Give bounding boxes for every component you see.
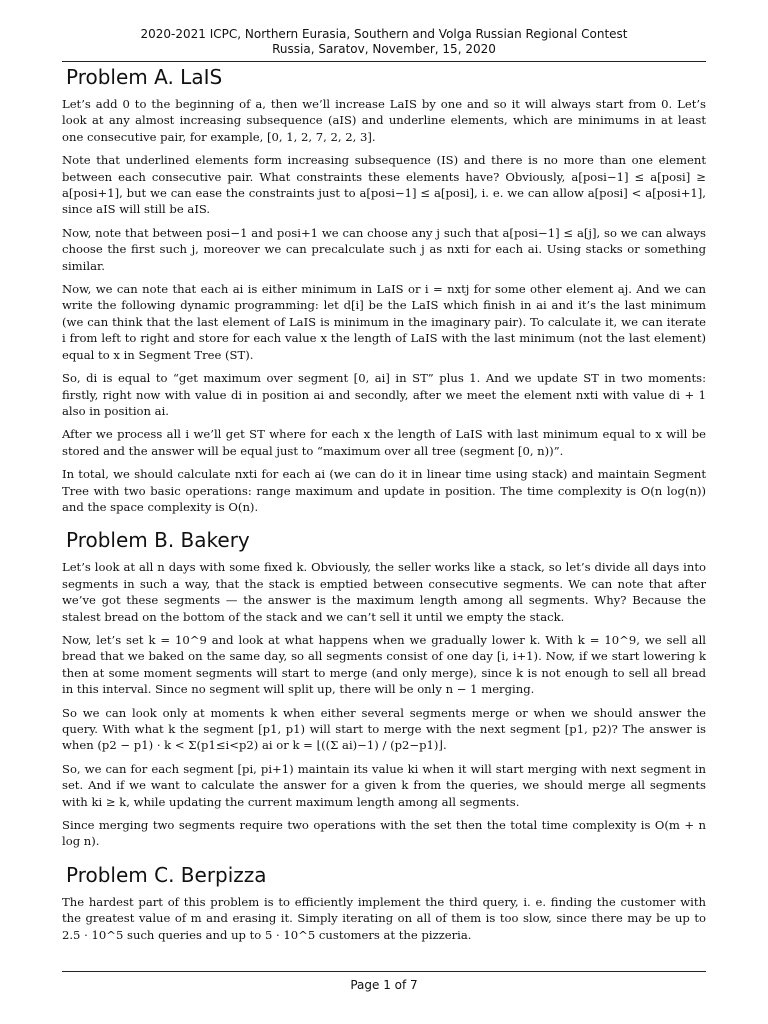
header-contest-name: 2020-2021 ICPC, Northern Eurasia, Southern and Volga Russian Regional Contest bbox=[140, 27, 628, 41]
paragraph: Now, we can note that each ai is either minimum in LaIS or i = nxtj for some other element aj. And we can write the following dynamic programming: let d[i] be the LaIS which finish in ai and it’s the last minimum (we can think that the last element of LaIS is minimum in the imaginary pair). To calculate it, we can iterate i from left to right and store for each value x the length of LaIS with the last minimum (not the last element) equal to x in Segment Tree (ST). bbox=[62, 282, 706, 362]
paragraph: Let’s add 0 to the beginning of a, then we’ll increase LaIS by one and so it will always start from 0. Let’s look at any almost increasing subsequence (aIS) and underline elements, which are minimums in at least one consecutive pair, for example, [0, 1, 2, 7, 2, 2, 3]. bbox=[62, 97, 706, 144]
footer-rule bbox=[62, 971, 706, 972]
paragraph: So, we can for each segment [pi, pi+1) maintain its value ki when it will start merging with next segment in set. And if we want to calculate the answer for a given k from the queries, we should merge all segments with ki ≥ k, while updating the current maximum length among all segments. bbox=[62, 761, 706, 809]
paragraph: So we can look only at moments k when either several segments merge or when we should answer the query. With what k the segment [p1, p1) will start to merge with the next segment [p1, p2)? The answer is when (p2 − p1) · k < Σ(p1≤i<p2) ai or k = ⌊((Σ ai)−1) / (p2−p1)⌋. bbox=[62, 705, 706, 753]
paragraph: Note that underlined elements form increasing subsequence (IS) and there is no more than one element between each consecutive pair. What constraints these elements have? Obviously, a[posi−1] ≤ a[posi] ≥ a[posi+1], but we can ease the constraints just to a[posi−1] ≤ a[posi], i. e. we can allow a[posi] < a[posi+1], since aIS will still be aIS. bbox=[62, 153, 706, 217]
paragraph: Since merging two segments require two operations with the set then the total time complexity is O(m + n log n). bbox=[62, 818, 706, 849]
section-problem-a bbox=[62, 64, 706, 515]
paragraph: Now, note that between posi−1 and posi+1 we can choose any j such that a[posi−1] ≤ a[j], so we can always choose the first such j, moreover we can precalculate such j as nxti for each ai. Using stacks or something similar. bbox=[62, 225, 706, 273]
paragraph: In total, we should calculate nxti for each ai (we can do it in linear time using stack) and maintain Segment Tree with two basic operations: range maximum and update in position. The time complexity is O(n log(n)) and the space complexity is O(n). bbox=[62, 467, 706, 514]
page-number: Page 1 of 7 bbox=[350, 978, 418, 992]
section-problem-b bbox=[62, 527, 706, 850]
paragraph: After we process all i we’ll get ST where for each x the length of LaIS with last minimum equal to x will be stored and the answer will be equal just to “maximum over all tree (segment [0, n))”. bbox=[62, 427, 706, 458]
section-title: Problem C. Berpizza bbox=[66, 862, 267, 887]
page-content bbox=[62, 64, 706, 955]
paragraph: Let’s look at all n days with some fixed k. Obviously, the seller works like a stack, so let’s divide all days into segments in such a way, that the stack is emptied between consecutive segments. We can note that after we’ve got these segments — the answer is the maximum length among all segments. Why? Because the stalest bread on the bottom of the stack and we can’t sell it until we empty the stack. bbox=[62, 560, 706, 624]
section-problem-c bbox=[62, 862, 706, 943]
section-title: Problem A. LaIS bbox=[66, 65, 223, 89]
paragraph: So, di is equal to “get maximum over segment [0, ai] in ST” plus 1. And we update ST in two moments: firstly, right now with value di in position ai and secondly, after we meet the element nxti with value di + 1 also in position ai. bbox=[62, 371, 706, 418]
header-location-date: Russia, Saratov, November, 15, 2020 bbox=[272, 42, 496, 56]
section-title: Problem B. Bakery bbox=[66, 528, 250, 553]
header-rule bbox=[62, 61, 706, 62]
running-header bbox=[62, 27, 706, 57]
paragraph: Now, let’s set k = 10^9 and look at what happens when we gradually lower k. With k = 10^9, we sell all bread that we baked on the same day, so all segments consist of one day [i, i+1). Now, if we start lowering k then at some moment segments will start to merge (and only merge), since k is not enough to sell all bread in this interval. Since no segment will split up, there will be only n − 1 merging. bbox=[62, 632, 706, 697]
paragraph: The hardest part of this problem is to efficiently implement the third query, i. e. finding the customer with the greatest value of m and erasing it. Simply iterating on all of them is too slow, since there may be up to 2.5 · 10^5 such queries and up to 5 · 10^5 customers at the pizzeria. bbox=[62, 894, 706, 942]
